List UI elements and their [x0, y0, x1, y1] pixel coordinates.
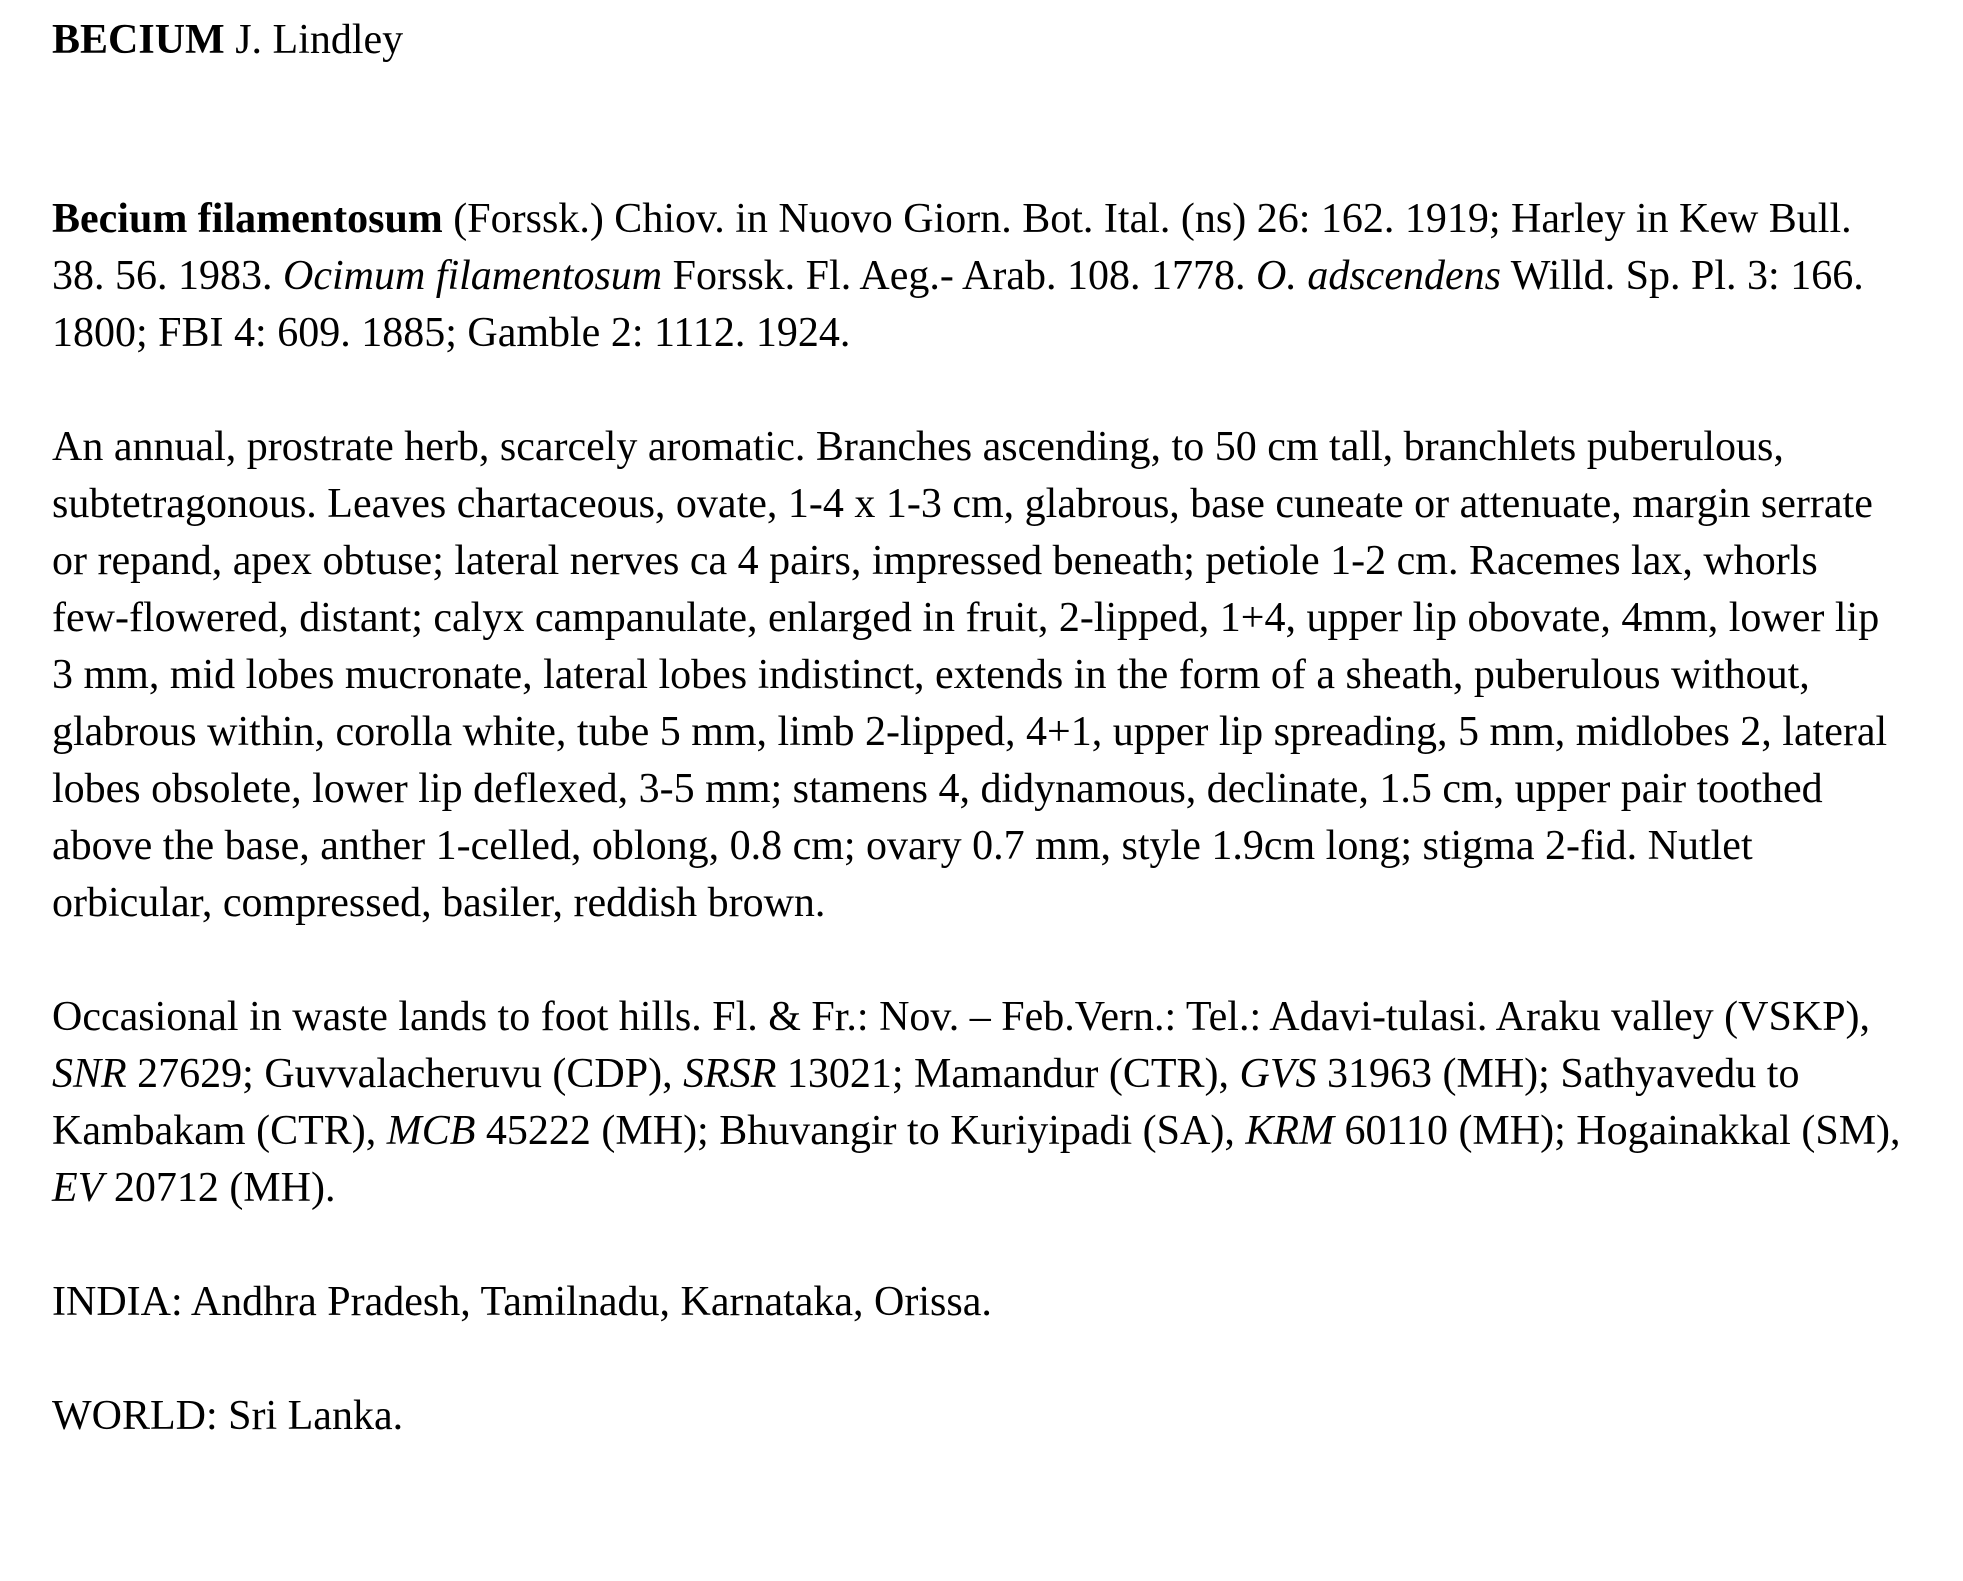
occurrence-text-7: 20712 (MH).: [103, 1165, 336, 1211]
collector-code-srsr: SRSR: [683, 1051, 777, 1097]
collector-code-mcb: MCB: [386, 1108, 476, 1154]
collector-code-gvs: GVS: [1239, 1051, 1317, 1097]
species-name: Becium filamentosum: [52, 196, 443, 242]
occurrence-text-5: 45222 (MH); Bhuvangir to Kuriyipadi (SA),: [475, 1108, 1246, 1154]
occurrence-paragraph: [52, 989, 1901, 1217]
synonym-name: O. adscendens: [1256, 253, 1501, 299]
collector-code-snr: SNR: [52, 1051, 127, 1097]
genus-heading: [52, 12, 1901, 69]
occurrence-text-2: 27629; Guvvalacheruvu (CDP),: [126, 1051, 684, 1097]
collector-code-ev: EV: [52, 1165, 104, 1211]
genus-author: J. Lindley: [224, 17, 404, 63]
species-description-paragraph: An annual, prostrate herb, scarcely aromatic. Branches ascending, to 50 cm tall, branchlets puberulous, subtetragonous. Leaves chartaceous, ovate, 1-4 x 1-3 cm, glabrous, base cuneate or attenuate, margin serrate or repand, apex obtuse; lateral nerves ca 4 pairs, impressed beneath; petiole 1-2 cm. Racemes lax, whorls few-flowered, distant; calyx campanulate, enlarged in fruit, 2-lipped, 1+4, upper lip obovate, 4mm, lower lip 3 mm, mid lobes mucronate, lateral lobes indistinct, extends in the form of a sheath, puberulous without, glabrous within, corolla white, tube 5 mm, limb 2-lipped, 4+1, upper lip spreading, 5 mm, midlobes 2, lateral lobes obsolete, lower lip deflexed, 3-5 mm; stamens 4, didynamous, declinate, 1.5 cm, upper pair toothed above the base, anther 1-celled, oblong, 0.8 cm; ovary 0.7 mm, style 1.9cm long; stigma 2-fid. Nutlet orbicular, compressed, basiler, reddish brown.: [52, 424, 1888, 926]
nomenclature-citation-2: Forssk. Fl. Aeg.- Arab. 108. 1778.: [662, 253, 1256, 299]
occurrence-text-3: 13021; Mamandur (CTR),: [776, 1051, 1240, 1097]
occurrence-text-4: 31963 (MH); Sathyavedu to Kambakam (CTR),: [52, 1051, 1800, 1154]
distribution-india-line: INDIA: Andhra Pradesh, Tamilnadu, Karnataka, Orissa.: [52, 1279, 992, 1325]
nomenclature-citation-1: (Forssk.) Chiov. in Nuovo Giorn. Bot. Ital. (ns) 26: 162. 1919; Harley in Kew Bull. 38. 56. 1983.: [52, 196, 1852, 299]
distribution-world-line: WORLD: Sri Lanka.: [52, 1393, 404, 1439]
collector-code-krm: KRM: [1245, 1108, 1334, 1154]
occurrence-text-1: Occasional in waste lands to foot hills. Fl. & Fr.: Nov. – Feb.Vern.: Tel.: Adavi-tulasi. Araku valley (VSKP),: [52, 994, 1871, 1040]
nomenclature-paragraph: [52, 191, 1901, 362]
basionym-name: Ocimum filamentosum: [283, 253, 663, 299]
occurrence-text-6: 60110 (MH); Hogainakkal (SM),: [1334, 1108, 1901, 1154]
nomenclature-citation-3: Willd. Sp. Pl. 3: 166. 1800; FBI 4: 609. 1885; Gamble 2: 1112. 1924.: [52, 253, 1864, 356]
genus-name: BECIUM: [52, 17, 225, 63]
